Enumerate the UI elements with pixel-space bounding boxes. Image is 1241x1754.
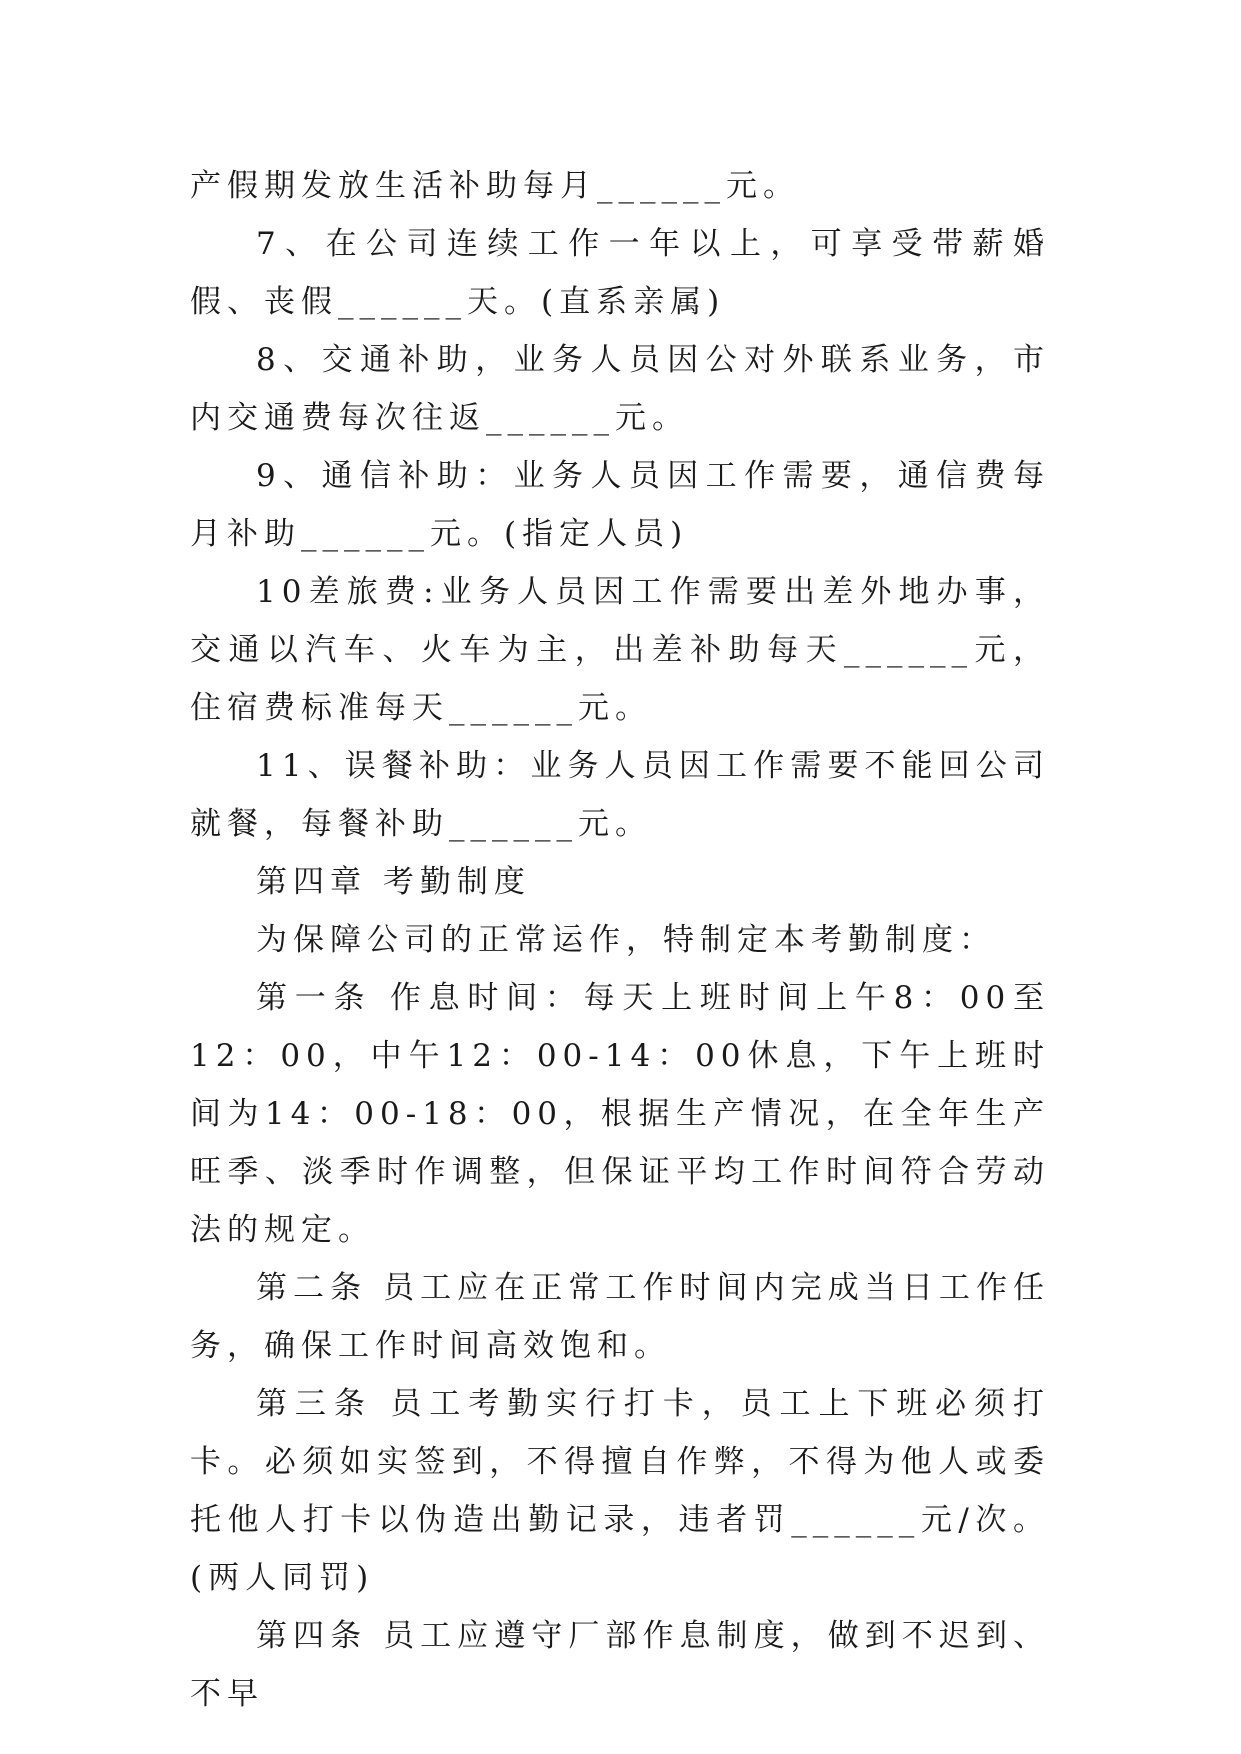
article-1: 第一条 作息时间：每天上班时间上午8：00至12：00，中午12：00-14：00休息，下午上班时间为14：00-18：00，根据生产情况，在全年生产旺季、淡季时作调整，但保证平均工作时间符合劳动法的规定。 xyxy=(190,980,1050,1248)
paragraph-intro: 为保障公司的正常运作，特制定本考勤制度： xyxy=(256,922,996,958)
paragraph-item-9: 9、通信补助：业务人员因工作需要，通信费每月补助______元。(指定人员) xyxy=(190,458,1050,552)
paragraph-item-7: 7、在公司连续工作一年以上，可享受带薪婚假、丧假______天。(直系亲属) xyxy=(190,226,1050,320)
paragraph-continuation: 产假期发放生活补助每月______元。 xyxy=(190,168,800,204)
article-3: 第三条 员工考勤实行打卡，员工上下班必须打卡。必须如实签到，不得擅自作弊，不得为他人或委托他人打卡以伪造出勤记录，违者罚______元/次。(两人同罚) xyxy=(190,1386,1050,1596)
article-2: 第二条 员工应在正常工作时间内完成当日工作任务，确保工作时间高效饱和。 xyxy=(190,1270,1050,1364)
article-4: 第四条 员工应遵守厂部作息制度，做到不迟到、不早 xyxy=(190,1618,1050,1712)
chapter-heading: 第四章 考勤制度 xyxy=(256,864,531,900)
paragraph-item-11: 11、误餐补助：业务人员因工作需要不能回公司就餐，每餐补助______元。 xyxy=(190,748,1050,842)
document-body xyxy=(190,157,1050,1723)
paragraph-item-8: 8、交通补助，业务人员因公对外联系业务，市内交通费每次往返______元。 xyxy=(190,342,1050,436)
paragraph-item-10: 10差旅费:业务人员因工作需要出差外地办事，交通以汽车、火车为主，出差补助每天______元，住宿费标准每天______元。 xyxy=(190,574,1050,726)
